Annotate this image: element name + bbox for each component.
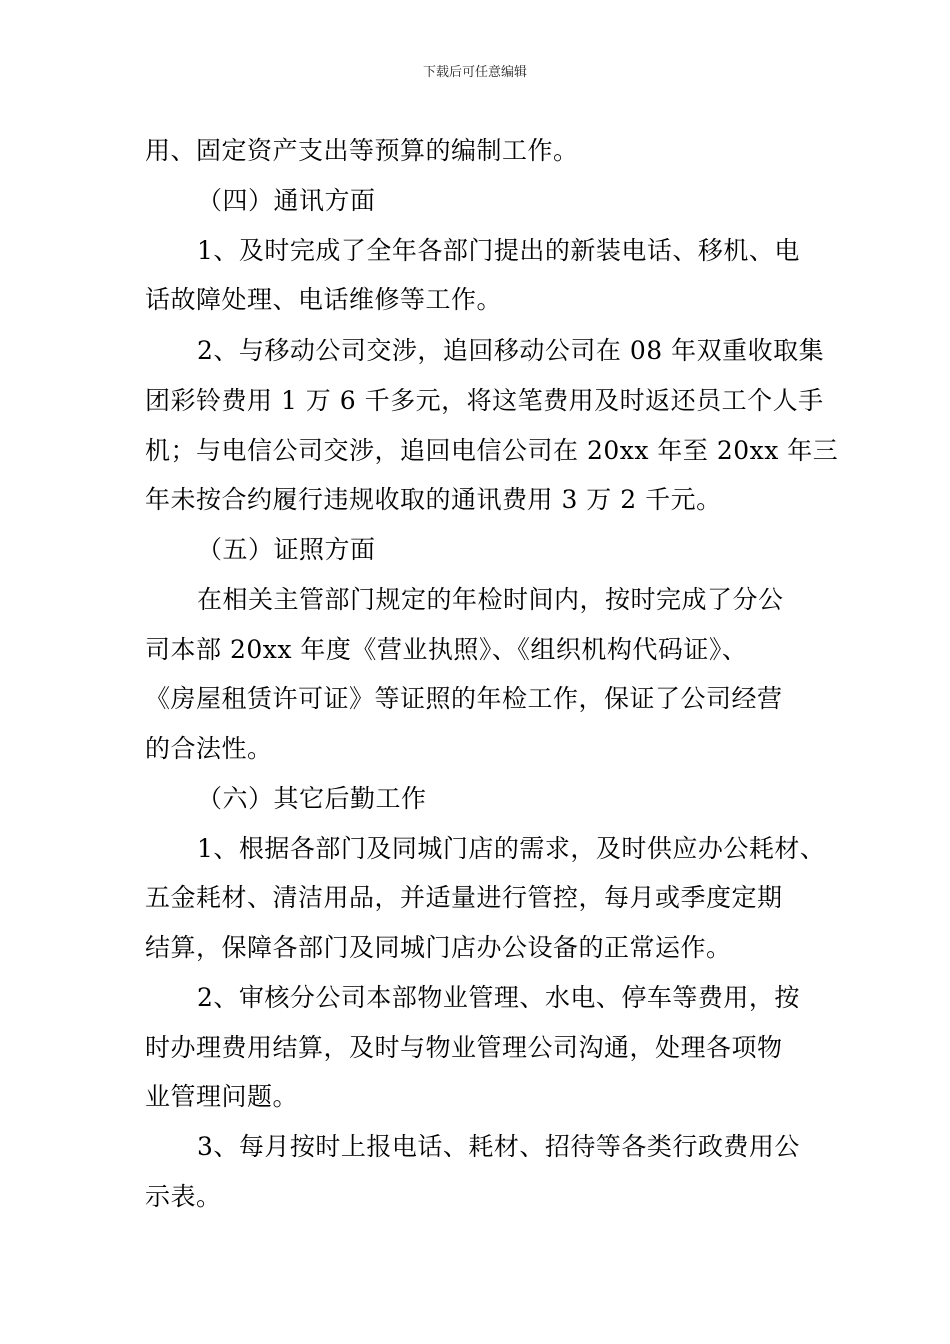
text-line: 机；与电信公司交涉，追回电信公司在 20xx 年至 20xx 年三 bbox=[145, 436, 839, 465]
text-line: 业管理问题。 bbox=[145, 1082, 299, 1111]
text-line: 话故障处理、电话维修等工作。 bbox=[145, 285, 503, 314]
text-line: 年未按合约履行违规收取的通讯费用 3 万 2 千元。 bbox=[145, 485, 722, 514]
section-heading: （五）证照方面 bbox=[197, 535, 376, 564]
text-line: 五金耗材、清洁用品，并适量进行管控，每月或季度定期 bbox=[145, 883, 783, 912]
text-line: 示表。 bbox=[145, 1182, 222, 1211]
text-line: 3、每月按时上报电话、耗材、招待等各类行政费用公 bbox=[197, 1132, 800, 1161]
section-heading: （六）其它后勤工作 bbox=[197, 784, 427, 813]
text-line: 司本部 20xx 年度《营业执照》、《组织机构代码证》、 bbox=[145, 635, 748, 664]
page-header: 下载后可任意编辑 bbox=[422, 65, 527, 80]
section-heading: （四）通讯方面 bbox=[197, 186, 376, 215]
text-line: 时办理费用结算，及时与物业管理公司沟通，处理各项物 bbox=[145, 1033, 783, 1062]
text-line: 1、根据各部门及同城门店的需求，及时供应办公耗材、 bbox=[197, 834, 826, 863]
text-line: 团彩铃费用 1 万 6 千多元，将这笔费用及时返还员工个人手 bbox=[145, 386, 824, 415]
text-line: 结算，保障各部门及同城门店办公设备的正常运作。 bbox=[145, 933, 732, 962]
text-line: 的合法性。 bbox=[145, 734, 273, 763]
text-line: 在相关主管部门规定的年检时间内，按时完成了分公 bbox=[197, 585, 784, 614]
text-line: 1、及时完成了全年各部门提出的新装电话、移机、电 bbox=[197, 236, 800, 265]
text-line: 用、固定资产支出等预算的编制工作。 bbox=[145, 136, 579, 165]
text-line: 2、与移动公司交涉，追回移动公司在 08 年双重收取集 bbox=[197, 336, 825, 365]
text-line: 《房屋租赁许可证》等证照的年检工作，保证了公司经营 bbox=[145, 684, 783, 713]
text-line: 2、审核分公司本部物业管理、水电、停车等费用，按 bbox=[197, 983, 800, 1012]
